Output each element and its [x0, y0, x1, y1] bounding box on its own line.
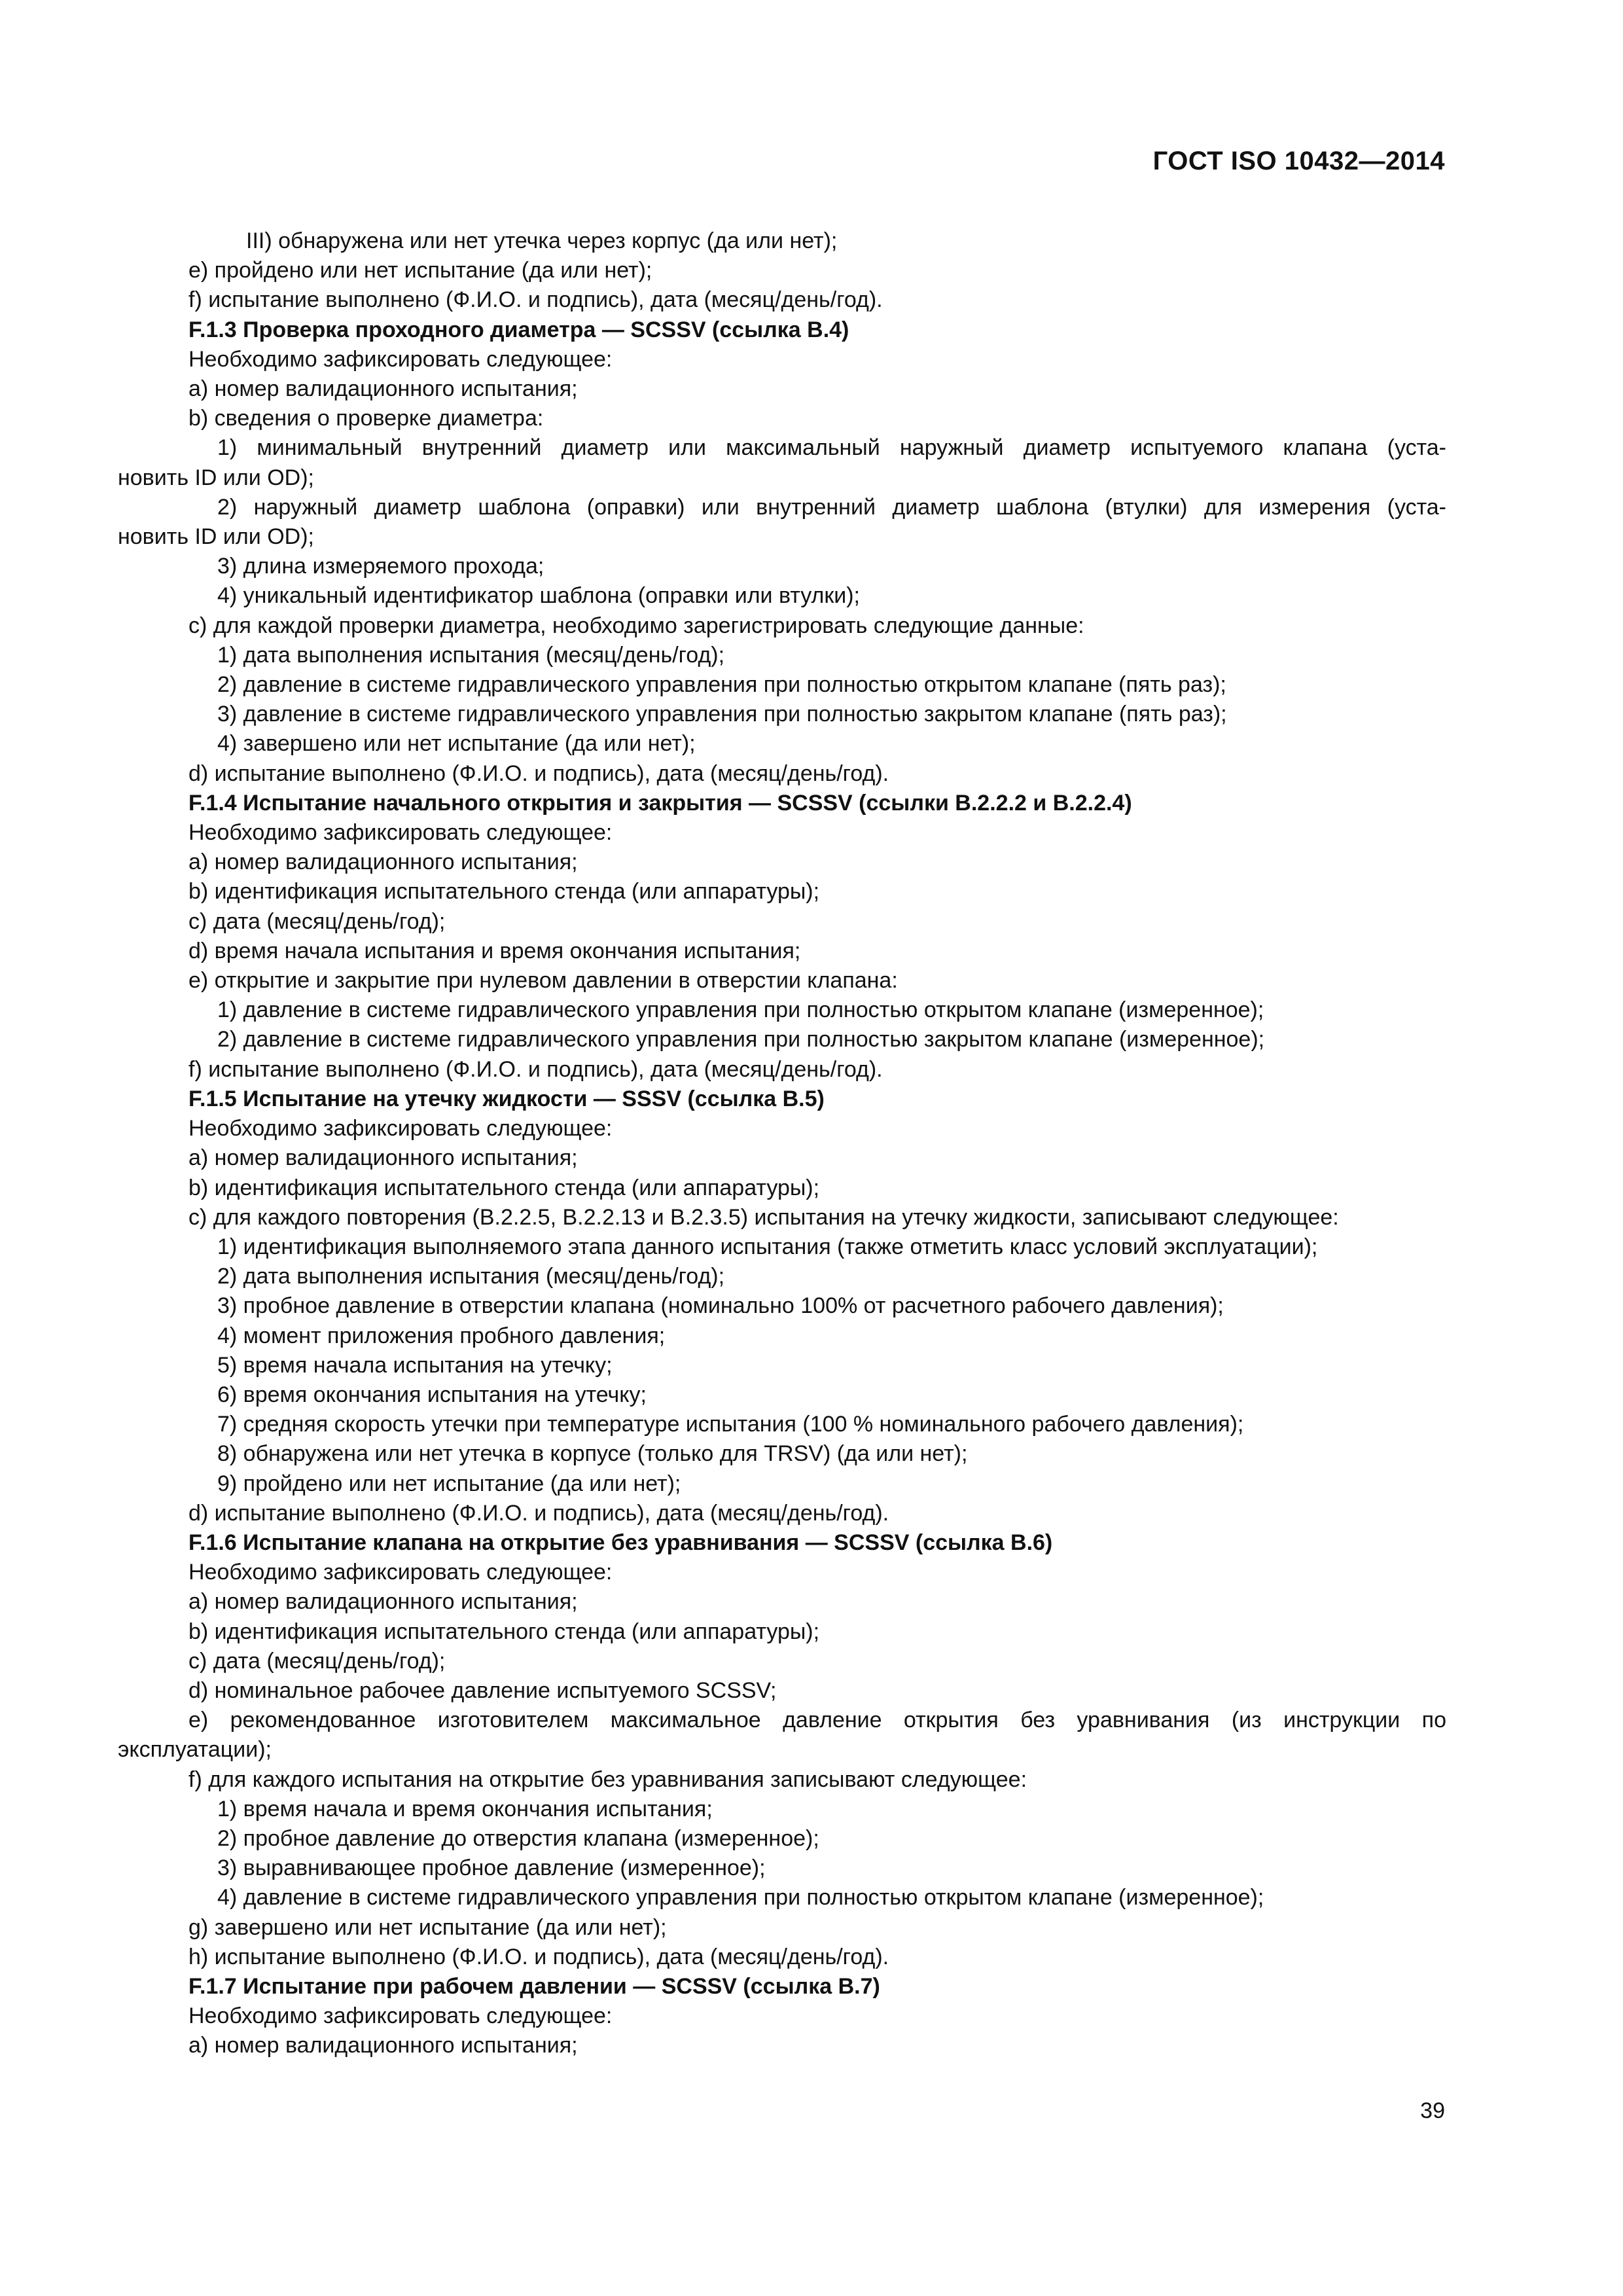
text-line: эксплуатации); — [118, 1737, 272, 1763]
text-line: d) испытание выполнено (Ф.И.О. и подпись), дата (месяц/день/год). — [188, 761, 889, 786]
text-line: a) номер валидационного испытания; — [188, 1589, 578, 1615]
section-heading: F.1.7 Испытание при рабочем давлении — SCSSV (ссылка В.7) — [188, 1973, 880, 1999]
text-line: 5) время начала испытания на утечку; — [217, 1352, 613, 1378]
text-line: c) дата (месяц/день/год); — [188, 908, 446, 934]
text-line: 8) обнаружена или нет утечка в корпусе (только для TRSV) (да или нет); — [217, 1441, 968, 1467]
text-line: a) номер валидационного испытания; — [188, 2033, 578, 2058]
text-line: Необходимо зафиксировать следующее: — [188, 2003, 613, 2029]
text-line: c) дата (месяц/день/год); — [188, 1648, 446, 1674]
text-line: Необходимо зафиксировать следующее: — [188, 1116, 613, 1141]
text-line: c) для каждого повторения (В.2.2.5, В.2.2.13 и В.2.3.5) испытания на утечку жидкости, записывают следующее: — [188, 1204, 1339, 1230]
text-line: b) идентификация испытательного стенда (или аппаратуры); — [188, 1619, 820, 1644]
text-line: 4) давление в системе гидравлического управления при полностью открытом клапане (измеренное); — [217, 1885, 1264, 1910]
text-line: d) испытание выполнено (Ф.И.О. и подпись), дата (месяц/день/год). — [188, 1500, 889, 1526]
text-line: h) испытание выполнено (Ф.И.О. и подпись), дата (месяц/день/год). — [188, 1944, 889, 1969]
text-line: d) время начала испытания и время окончания испытания; — [188, 938, 801, 963]
text-line: 2) пробное давление до отверстия клапана (измеренное); — [217, 1825, 819, 1851]
text-line: Необходимо зафиксировать следующее: — [188, 820, 613, 846]
text-line: b) идентификация испытательного стенда (или аппаратуры); — [188, 1175, 820, 1200]
text-line: 3) давление в системе гидравлического управления при полностью закрытом клапане (пять раз); — [217, 702, 1227, 727]
section-heading: F.1.5 Испытание на утечку жидкости — SSSV (ссылка В.5) — [188, 1086, 825, 1111]
text-line: e) открытие и закрытие при нулевом давлении в отверстии клапана: — [188, 968, 898, 994]
document-body — [118, 226, 1446, 2061]
text-line: 9) пройдено или нет испытание (да или нет); — [217, 1471, 681, 1496]
document-number-header: ГОСТ ISO 10432—2014 — [1152, 147, 1445, 175]
text-line: 1) давление в системе гидравлического управления при полностью открытом клапане (измеренное); — [217, 997, 1264, 1023]
text-line: a) номер валидационного испытания; — [188, 1145, 578, 1171]
text-line: Необходимо зафиксировать следующее: — [188, 1560, 613, 1585]
text-line: 3) выравнивающее пробное давление (измеренное); — [217, 1856, 766, 1881]
text-line: e) пройдено или нет испытание (да или нет); — [188, 258, 652, 283]
text-line: 6) время окончания испытания на утечку; — [217, 1382, 647, 1407]
text-line: 4) уникальный идентификатор шаблона (оправки или втулки); — [217, 583, 860, 609]
text-line: c) для каждой проверки диаметра, необходимо зарегистрировать следующие данные: — [188, 613, 1084, 638]
text-line: f) испытание выполнено (Ф.И.О. и подпись), дата (месяц/день/год). — [188, 1056, 883, 1082]
text-line: b) идентификация испытательного стенда (или аппаратуры); — [188, 879, 820, 905]
text-line: f) испытание выполнено (Ф.И.О. и подпись), дата (месяц/день/год). — [188, 287, 883, 313]
text-line: 1) дата выполнения испытания (месяц/день/год); — [217, 642, 725, 668]
text-line: d) номинальное рабочее давление испытуемого SCSSV; — [188, 1677, 777, 1703]
page-number: 39 — [1420, 2098, 1445, 2123]
text-line: 1) идентификация выполняемого этапа данного испытания (также отметить класс условий эксплуатации); — [217, 1234, 1318, 1259]
section-heading: F.1.3 Проверка проходного диаметра — SCSSV (ссылка В.4) — [188, 317, 849, 342]
text-line: 3) пробное давление в отверстии клапана (номинально 100% от расчетного рабочего давления); — [217, 1293, 1224, 1319]
text-line: 2) давление в системе гидравлического управления при полностью открытом клапане (пять раз); — [217, 672, 1226, 698]
text-line: 4) завершено или нет испытание (да или нет); — [217, 731, 696, 757]
text-line: Необходимо зафиксировать следующее: — [188, 346, 613, 372]
text-line: 2) наружный диаметр шаблона (оправки) или внутренний диаметр шаблона (втулки) для измерения (уста- — [217, 494, 1446, 520]
text-line: 2) дата выполнения испытания (месяц/день/год); — [217, 1264, 725, 1289]
text-line: g) завершено или нет испытание (да или нет); — [188, 1914, 667, 1940]
text-line: 2) давление в системе гидравлического управления при полностью закрытом клапане (измеренное); — [217, 1027, 1265, 1052]
text-line: 1) время начала и время окончания испытания; — [217, 1796, 713, 1821]
text-line: новить ID или OD); — [118, 465, 314, 490]
text-line: 3) длина измеряемого прохода; — [217, 554, 544, 579]
section-heading: F.1.6 Испытание клапана на открытие без уравнивания — SCSSV (ссылка В.6) — [188, 1530, 1053, 1555]
text-line: 7) средняя скорость утечки при температуре испытания (100 % номинального рабочего давления); — [217, 1412, 1244, 1437]
text-line: 4) момент приложения пробного давления; — [217, 1323, 666, 1348]
text-line: III) обнаружена или нет утечка через корпус (да или нет); — [246, 228, 838, 253]
text-line: b) сведения о проверке диаметра: — [188, 406, 544, 431]
text-line: f) для каждого испытания на открытие без уравнивания записывают следующее: — [188, 1767, 1027, 1792]
text-line: новить ID или OD); — [118, 524, 314, 550]
text-line: a) номер валидационного испытания; — [188, 376, 578, 402]
section-heading: F.1.4 Испытание начального открытия и закрытия — SCSSV (ссылки В.2.2.2 и В.2.2.4) — [188, 790, 1132, 816]
text-line: 1) минимальный внутренний диаметр или максимальный наружный диаметр испытуемого клапана (уста- — [217, 435, 1446, 461]
text-line: e) рекомендованное изготовителем максимальное давление открытия без уравнивания (из инструкции по — [188, 1708, 1446, 1733]
text-line: a) номер валидационного испытания; — [188, 850, 578, 875]
